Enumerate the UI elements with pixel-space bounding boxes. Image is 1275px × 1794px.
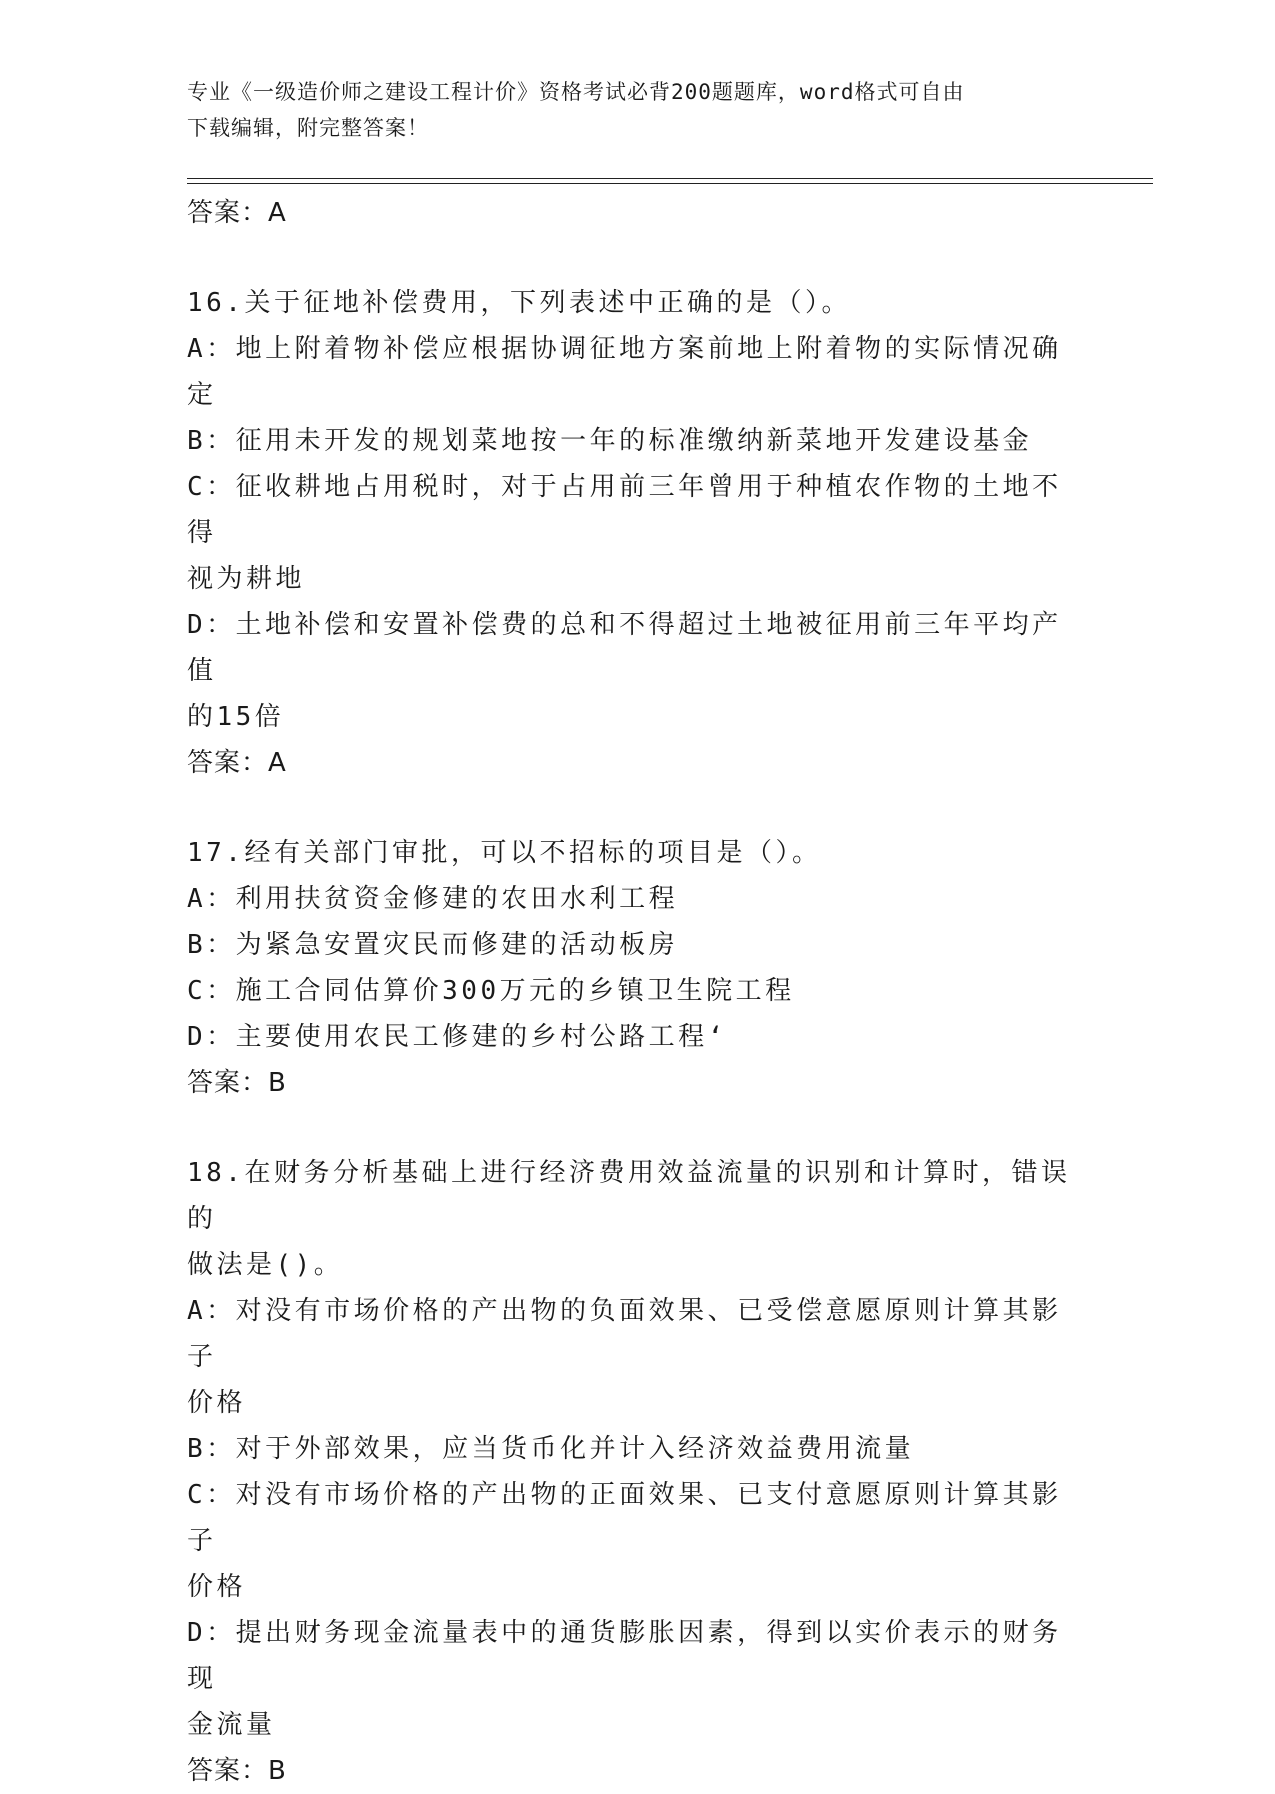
question-17 — [187, 830, 1087, 1106]
option-c: C：对没有市场价格的产出物的正面效果、已支付意愿原则计算其影子 — [187, 1480, 1062, 1556]
document-body — [187, 188, 1087, 1794]
option-b: B：对于外部效果，应当货币化并计入经济效益费用流量 — [187, 1434, 915, 1464]
question-18 — [187, 1150, 1087, 1794]
question-stem-continued: 做法是()。 — [187, 1250, 344, 1280]
question-stem: 18.在财务分析基础上进行经济费用效益流量的识别和计算时，错误的 — [187, 1158, 1071, 1234]
answer: 答案：B — [187, 1756, 287, 1786]
header-line-1: 专业《一级造价师之建设工程计价》资格考试必背200题题库，word格式可自由 — [187, 80, 965, 104]
question-16 — [187, 280, 1087, 786]
option-c: C：征收耕地占用税时，对于占用前三年曾用于种植农作物的土地不得 — [187, 472, 1062, 548]
option-b: B：征用未开发的规划菜地按一年的标准缴纳新菜地开发建设基金 — [187, 426, 1033, 456]
header-rule-top — [187, 178, 1153, 179]
option-a: A：对没有市场价格的产出物的负面效果、已受偿意愿原则计算其影子 — [187, 1296, 1062, 1372]
answer: 答案：A — [187, 748, 287, 778]
question-stem: 16.关于征地补偿费用，下列表述中正确的是（）。 — [187, 288, 851, 318]
option-c-continued: 价格 — [187, 1572, 247, 1602]
option-d: D：土地补偿和安置补偿费的总和不得超过土地被征用前三年平均产值 — [187, 610, 1062, 686]
option-c: C：施工合同估算价300万元的乡镇卫生院工程 — [187, 976, 795, 1006]
header-line-2: 下载编辑，附完整答案！ — [187, 116, 429, 140]
header-rule-bottom — [187, 183, 1153, 184]
option-b: B：为紧急安置灾民而修建的活动板房 — [187, 930, 679, 960]
previous-answer: 答案：A — [187, 198, 287, 228]
answer: 答案：B — [187, 1068, 287, 1098]
option-d: D：提出财务现金流量表中的通货膨胀因素，得到以实价表示的财务现 — [187, 1618, 1062, 1694]
option-a: A：利用扶贫资金修建的农田水利工程 — [187, 884, 679, 914]
question-stem: 17.经有关部门审批，可以不招标的项目是（）。 — [187, 838, 822, 868]
document-header — [187, 74, 1067, 146]
option-d-continued: 金流量 — [187, 1710, 276, 1740]
option-d: D：主要使用农民工修建的乡村公路工程‘ — [187, 1022, 727, 1052]
option-c-continued: 视为耕地 — [187, 564, 306, 594]
option-a-continued: 价格 — [187, 1388, 247, 1418]
option-a: A：地上附着物补偿应根据协调征地方案前地上附着物的实际情况确定 — [187, 334, 1062, 410]
option-d-continued: 的15倍 — [187, 702, 285, 732]
